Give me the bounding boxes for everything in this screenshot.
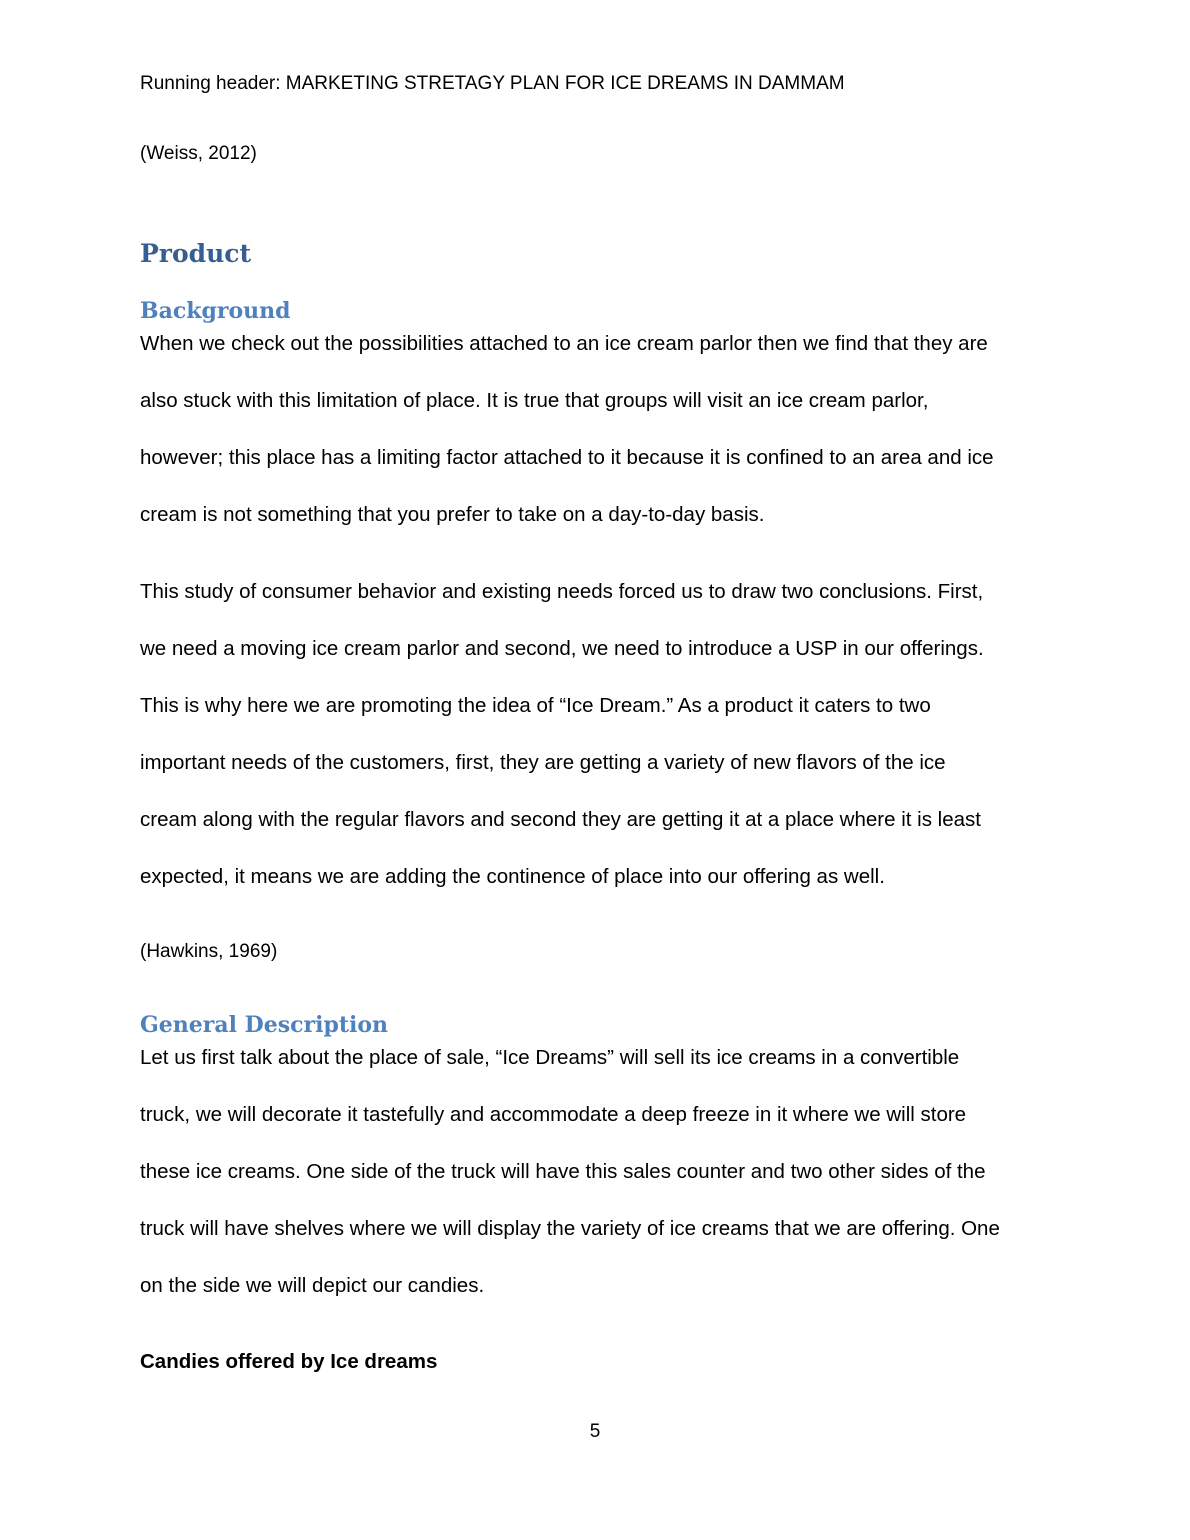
general-description-paragraph — [140, 1047, 1060, 1332]
page-number: 5 — [589, 1421, 601, 1442]
paragraph-line: cream along with the regular flavors and second they are getting it at a place where it is least — [140, 808, 981, 831]
candies-subheading: Candies offered by Ice dreams — [140, 1350, 438, 1373]
citation-weiss: (Weiss, 2012) — [140, 143, 257, 164]
paragraph-line: cream is not something that you prefer to take on a day-to-day basis. — [140, 503, 765, 526]
background-paragraph-1 — [140, 333, 1060, 561]
heading-background: Background — [140, 298, 291, 324]
paragraph-line: however; this place has a limiting factor attached to it because it is confined to an area and ice — [140, 446, 994, 469]
background-paragraph-2 — [140, 581, 1060, 923]
paragraph-line: these ice creams. One side of the truck will have this sales counter and two other sides of the — [140, 1160, 986, 1183]
paragraph-line: we need a moving ice cream parlor and second, we need to introduce a USP in our offerings. — [140, 637, 984, 660]
paragraph-line: important needs of the customers, first, they are getting a variety of new flavors of the ice — [140, 751, 946, 774]
paragraph-line: This is why here we are promoting the idea of “Ice Dream.” As a product it caters to two — [140, 694, 931, 717]
paragraph-line: also stuck with this limitation of place. It is true that groups will visit an ice cream parlor, — [140, 389, 929, 412]
running-header: Running header: MARKETING STRETAGY PLAN FOR ICE DREAMS IN DAMMAM — [140, 73, 845, 94]
paragraph-line: truck, we will decorate it tastefully and accommodate a deep freeze in it where we will store — [140, 1103, 967, 1126]
paragraph-line: truck will have shelves where we will display the variety of ice creams that we are offering. One — [140, 1217, 1000, 1240]
paragraph-line: This study of consumer behavior and existing needs forced us to draw two conclusions. First, — [140, 580, 984, 603]
heading-general-description: General Description — [140, 1012, 389, 1038]
paragraph-line: on the side we will depict our candies. — [140, 1274, 485, 1297]
heading-product: Product — [140, 239, 252, 268]
paragraph-line: Let us first talk about the place of sale, “Ice Dreams” will sell its ice creams in a convertible — [140, 1046, 960, 1069]
citation-hawkins: (Hawkins, 1969) — [140, 941, 278, 962]
paragraph-line: expected, it means we are adding the continence of place into our offering as well. — [140, 865, 885, 888]
paragraph-line: When we check out the possibilities attached to an ice cream parlor then we find that they are — [140, 332, 988, 355]
